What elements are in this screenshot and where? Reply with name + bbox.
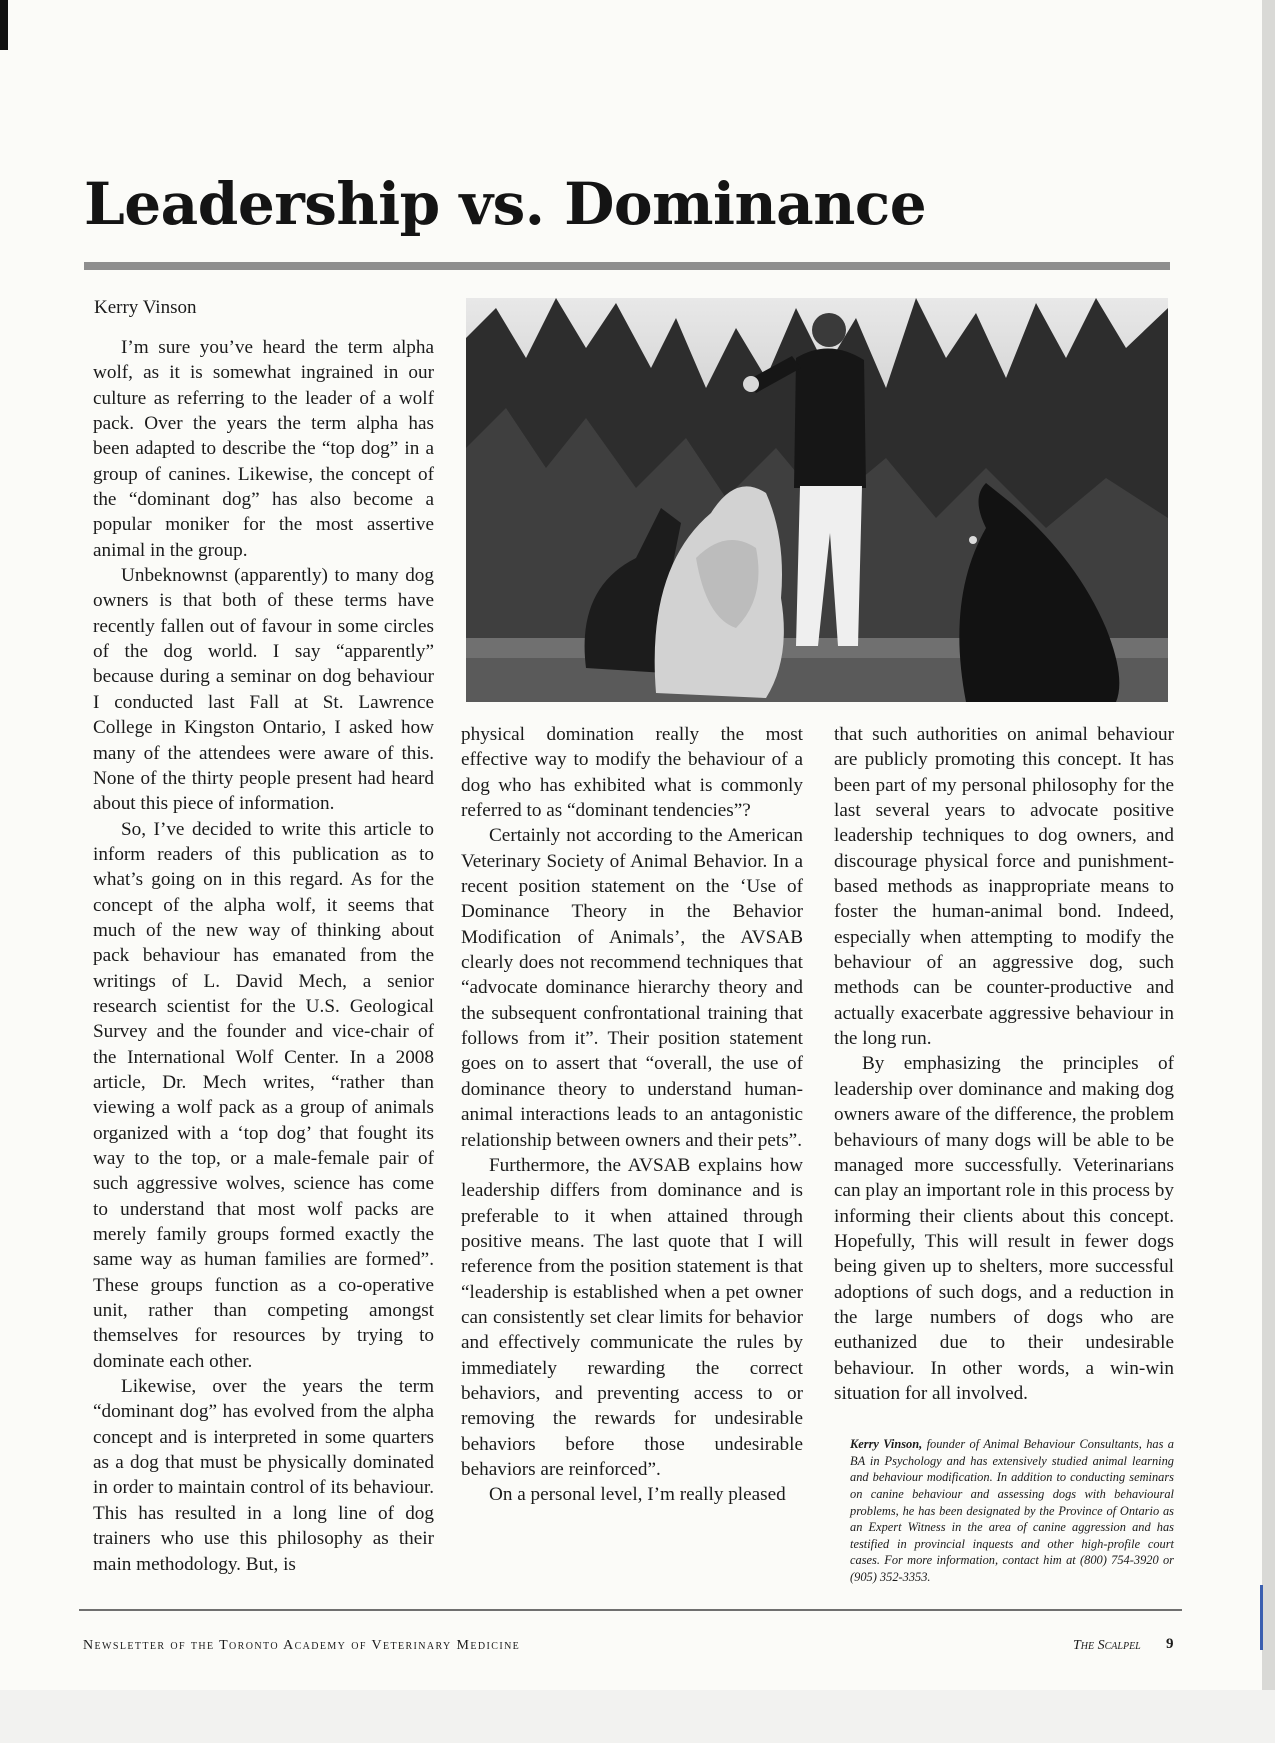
page-edge-mark (0, 0, 8, 50)
paragraph: physical domination really the most effective way to modify the behaviour of a dog who has exhibited what is commonly referred to as “dominant tendencies”? (461, 724, 803, 822)
page-tab-mark (1260, 1585, 1263, 1650)
bio-text: founder of Animal Behaviour Consultants, has a BA in Psychology and has extensively studied animal learning and behaviour modification. In addition to conducting seminars on canine behaviour and assessing dogs with behavioural problems, he has been designated by the Province of Ontario as an Expert Witness in the area of canine aggression and has testified in provincial inquests and other high-profile court cases. For more information, contact him at (800) 754-3920 or (905) 352-3353. (850, 1437, 1174, 1585)
page-number: 9 (1166, 1636, 1174, 1652)
paragraph: Likewise, over the years the term “dominant dog” has evolved from the alpha concept and is interpreted in some quarters as a dog that must be physically dominated in order to maintain control of its behaviour. This has resulted in a long line of dog trainers who use this philosophy as their main methodology. But, is (93, 1376, 434, 1575)
paragraph: that such authorities on animal behaviour are publicly promoting this concept. It has been part of my personal philosophy for the last several years to advocate positive leadership techniques to dog owners, and discourage physical force and punishment-based methods as inappropriate means to foster the human-animal bond. Indeed, especially when attempting to modify the behaviour of an aggressive dog, such methods can be counter-productive and actually exacerbate aggressive behaviour in the long run. (834, 724, 1174, 1050)
footer-publication-name: Newsletter of the Toronto Academy of Veterinary Medicine (83, 1638, 521, 1653)
paragraph: Unbeknownst (apparently) to many dog owners is that both of these terms have recently fallen out of favour in some circles of the dog world. I say “apparently” because during a seminar on dog behaviour I conducted last Fall at St. Lawrence College in Kingston Ontario, I asked how many of the attendees were aware of this. None of the thirty people present had heard about this piece of information. (93, 565, 434, 815)
paragraph: Furthermore, the AVSAB explains how leadership differs from dominance and is preferable to it when attained through positive means. The last quote that I will reference from the position statement is that “leadership is established when a pet owner can consistently set clear limits for behavior and effectively communicate the rules by immediately rewarding the correct behaviors, and preventing access to or removing the rewards for undesirable behaviors before those undesirable behaviors are reinforced”. (461, 1154, 803, 1480)
title-rule (84, 262, 1170, 270)
text-column-2 (461, 722, 803, 1508)
author-byline: Kerry Vinson (94, 297, 197, 318)
article-photo (466, 298, 1168, 702)
page-right-edge (1262, 0, 1275, 1690)
paragraph: So, I’ve decided to write this article to inform readers of this publication as to what’s going on in this regard. As for the concept of the alpha wolf, it seems that much of the new way of thinking about pack behaviour has emanated from the writings of L. David Mech, a senior research scientist for the U.S. Geological Survey and the founder and vice-chair of the International Wolf Center. In a 2008 article, Dr. Mech writes, “rather than viewing a wolf pack as a group of animals organized with a ‘top dog’ that fought its way to the top, or a male-female pair of such aggressive wolves, science has come to understand that most wolf packs are merely family groups formed exactly the same way as human families are formed”. These groups function as a co-operative unit, rather than competing amongst themselves for resources by trying to dominate each other. (93, 818, 434, 1372)
article-title: Leadership vs. Dominance (84, 170, 927, 238)
text-column-1 (93, 335, 434, 1577)
page-bottom-margin (0, 1690, 1275, 1743)
footer-magazine-title: The Scalpel (1073, 1638, 1141, 1653)
footer-rule (79, 1609, 1182, 1611)
author-bio (834, 1436, 1174, 1585)
paragraph: By emphasizing the principles of leadership over dominance and making dog owners aware of the difference, the problem behaviours of many dogs will be able to be managed more successfully. Veterinarians can play an important role in this process by informing their clients about this concept. Hopefully, This will result in fewer dogs being given up to shelters, more successful adoptions of such dogs, and a reduction in the large numbers of dogs who are euthanized due to their undesirable behaviour. In other words, a win-win situation for all involved. (834, 1053, 1174, 1404)
paragraph: I’m sure you’ve heard the term alpha wolf, as it is somewhat ingrained in our culture as referring to the leader of a wolf pack. Over the years the term alpha has been adapted to describe the “top dog” in a group of canines. Likewise, the concept of the “dominant dog” has also become a popular moniker for the most assertive animal in the group. (93, 337, 434, 561)
bio-author-name: Kerry Vinson, (850, 1437, 923, 1452)
paragraph: Certainly not according to the American Veterinary Society of Animal Behavior. In a recent position statement on the ‘Use of Dominance Theory in the Behavior Modification of Animals’, the AVSAB clearly does not recommend techniques that “advocate dominance hierarchy theory and the subsequent confrontational training that follows from it”. Their position statement goes on to assert that “overall, the use of dominance theory to understand human-animal interactions leads to an antagonistic relationship between owners and their pets”. (461, 825, 803, 1151)
paragraph: On a personal level, I’m really pleased (489, 1484, 786, 1506)
text-column-3 (834, 722, 1174, 1586)
photo-man-training-dogs-icon (466, 298, 1168, 702)
